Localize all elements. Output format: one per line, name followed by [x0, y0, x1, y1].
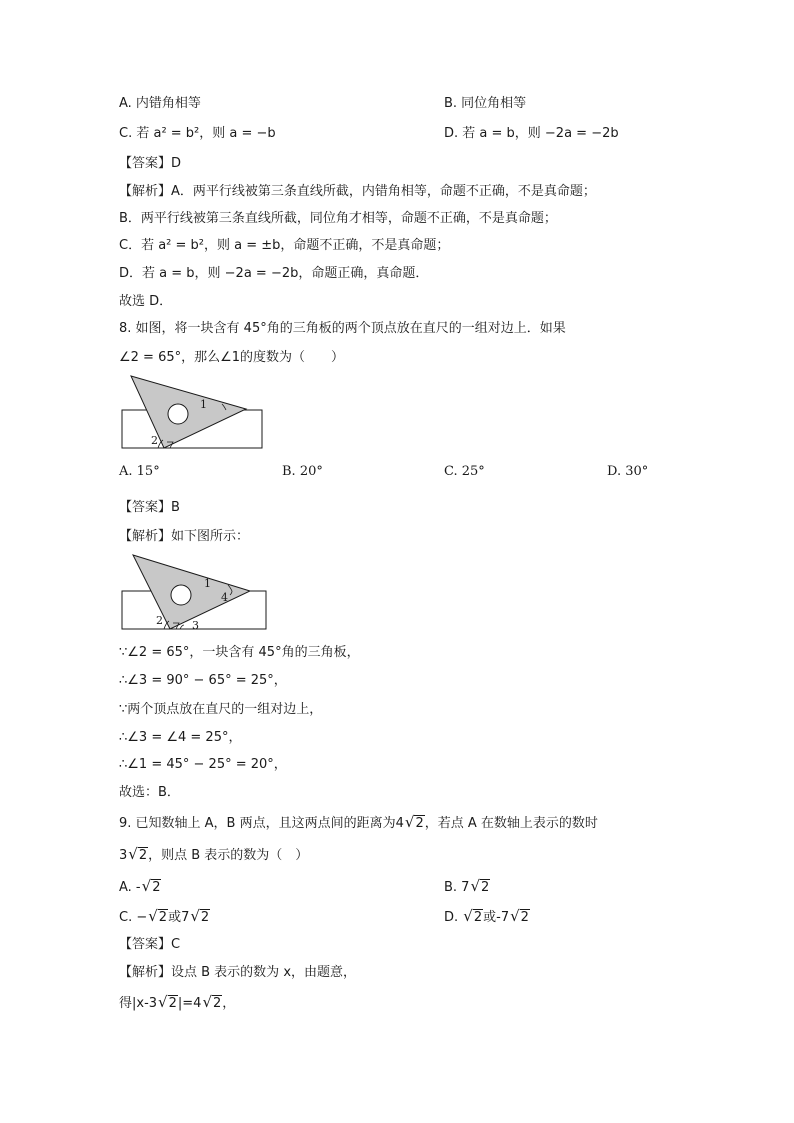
q7-analysis-line: C．若 a² = b²，则 a = ±b，命题不正确，不是真命题；: [119, 238, 450, 253]
q8-step: 故选：B．: [119, 785, 180, 800]
q9-option-c: C. −√2或7√2: [119, 907, 210, 925]
q8-option-a: A. 15°: [119, 464, 160, 479]
angle-1-label: 1: [204, 577, 211, 590]
q7-option-a: A. 内错角相等: [119, 96, 201, 111]
angle-1-label: 1: [200, 398, 207, 411]
q8-stem: ∠2 = 65°，那么∠1的度数为（ ）: [119, 350, 345, 365]
q8-step: ∴∠3 = ∠4 = 25°，: [119, 730, 242, 745]
q8-step: ∴∠1 = 45° − 25° = 20°，: [119, 757, 287, 772]
sqrt-symbol: √2: [463, 907, 483, 925]
q9-analysis: 【解析】设点 B 表示的数为 x，由题意，: [119, 965, 357, 980]
set-square: [131, 376, 246, 448]
sqrt-symbol: √2: [190, 907, 210, 925]
q8-step: ∵∠2 = 65°，一块含有 45°角的三角板，: [119, 645, 360, 660]
q7-option-d: D. 若 a = b，则 −2a = −2b: [444, 126, 619, 141]
angle-3-arc: [180, 625, 184, 629]
q7-answer: 【答案】D: [119, 156, 182, 171]
q8-option-b: B. 20°: [282, 464, 323, 479]
q8-step: ∵两个顶点放在直尺的一组对边上，: [119, 702, 323, 717]
sqrt-symbol: √2: [148, 907, 168, 925]
sqrt-symbol: √2: [404, 813, 424, 831]
q8-answer: 【答案】B: [119, 500, 180, 515]
set-square-hole: [168, 404, 188, 424]
q9-equation: 得|x-3√2|=4√2，: [119, 993, 236, 1011]
angle-2-label: 2: [151, 434, 158, 447]
sqrt-symbol: √2: [510, 907, 529, 925]
set-square-hole: [171, 585, 191, 605]
q9-option-b: B. 7√2: [444, 877, 490, 895]
q8-analysis-figure: [118, 551, 278, 633]
q9-stem: 9. 已知数轴上 A，B 两点，且这两点间的距离为4√2，若点 A 在数轴上表示的数时: [119, 813, 598, 831]
q8-option-d: D. 30°: [607, 464, 649, 479]
q9-stem: 3√2，则点 B 表示的数为（ ）: [119, 845, 309, 863]
sqrt-symbol: √2: [141, 877, 161, 895]
q7-analysis-line: D．若 a = b，则 −2a = −2b，命题正确，真命题．: [119, 266, 429, 281]
sqrt-symbol: √2: [470, 877, 490, 895]
q9-option-d: D. √2或-7√2: [444, 907, 529, 925]
q7-analysis-line: B．两平行线被第三条直线所截，同位角才相等，命题不正确，不是真命题；: [119, 211, 557, 226]
q8-figure: [118, 372, 268, 454]
q9-answer: 【答案】C: [119, 937, 181, 952]
q7-analysis-line: 【解析】A．两平行线被第三条直线所截，内错角相等，命题不正确，不是真命题；: [119, 184, 596, 199]
angle-4-label: 4: [221, 591, 228, 604]
q8-analysis-intro: 【解析】如下图所示：: [119, 529, 250, 544]
q8-option-c: C. 25°: [444, 464, 485, 479]
sqrt-symbol: √2: [202, 993, 222, 1011]
angle-3-label: 3: [192, 619, 199, 632]
set-square: [133, 555, 250, 629]
q7-option-c: C. 若 a² = b²，则 a = −b: [119, 126, 276, 141]
q8-stem: 8. 如图，将一块含有 45°角的三角板的两个顶点放在直尺的一组对边上．如果: [119, 321, 566, 336]
q7-option-b: B. 同位角相等: [444, 96, 527, 111]
q7-analysis-line: 故选 D．: [119, 294, 173, 309]
sqrt-symbol: √2: [158, 993, 177, 1011]
angle-2-label: 2: [156, 614, 163, 627]
sqrt-symbol: √2: [128, 845, 148, 863]
q9-option-a: A. -√2: [119, 877, 161, 895]
q8-step: ∴∠3 = 90° − 65° = 25°，: [119, 673, 287, 688]
